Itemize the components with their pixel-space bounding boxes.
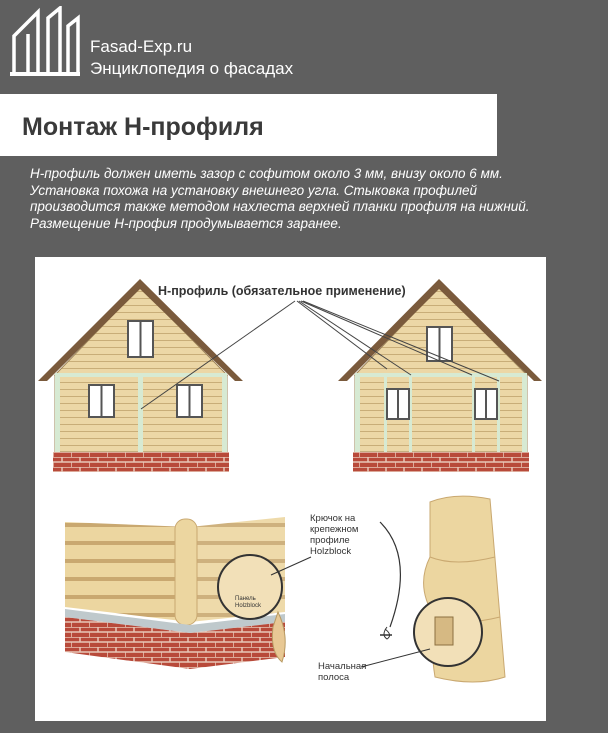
house-left <box>38 279 243 472</box>
log-corner <box>65 517 285 669</box>
hook-label: профиле <box>310 535 350 546</box>
start-strip-label: полоса <box>318 672 350 683</box>
description-paragraph: Н-профиль должен иметь зазор с софитом около 3 мм, внизу около 6 мм. Установка похожа на установку внешнего угла. Стыковка профилей производится также методом нахлеста верхней планки профиля на нижний. <box>30 166 530 214</box>
start-strip-label: Начальная <box>318 661 367 672</box>
site-subtitle: Энциклопедия о фасадах <box>90 59 294 78</box>
building-logo-icon <box>8 6 80 78</box>
h-profile-callout: Н-профиль (обязательное применение) <box>158 284 406 298</box>
hook-label: Крючок на <box>310 513 356 524</box>
panel-label: Панель <box>235 596 256 602</box>
site-name[interactable]: Fasad-Exp.ru <box>90 37 193 56</box>
title-bar <box>0 94 497 156</box>
profile-piece <box>380 496 505 682</box>
hook-label: Holzblock <box>310 546 352 557</box>
description-paragraph: Размещение Н-профия продумывается заранее. <box>30 215 342 231</box>
hook-label: крепежном <box>310 524 359 535</box>
house-right <box>338 279 542 472</box>
h-profile-illustration <box>35 257 546 721</box>
description <box>30 166 550 232</box>
illustration <box>35 257 546 721</box>
panel-label: Holzblock <box>235 603 262 609</box>
page-title: Монтаж Н-профиля <box>22 113 264 141</box>
